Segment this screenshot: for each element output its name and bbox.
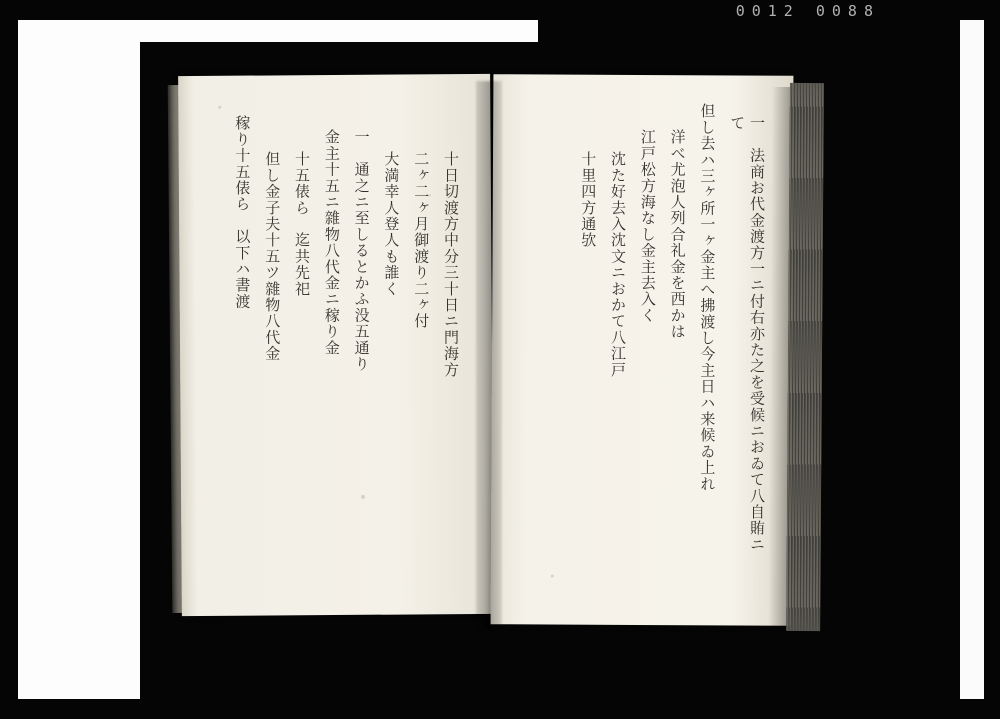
film-margin-right (960, 20, 984, 699)
book-fore-edge (786, 83, 824, 631)
frame-number: 0012 0088 (735, 2, 880, 20)
text-column: 十五俵ら 迄共先祀 (293, 151, 312, 297)
text-column: 大満幸人登人も誰く (382, 151, 401, 297)
text-column: 江戸松方海なし金主去入く (638, 129, 657, 324)
text-column: 二ヶ二ヶ月御渡り二ヶ付 (412, 151, 431, 330)
book-gutter (476, 81, 502, 629)
text-column: 但し金子夫十五ツ雜物八代金 (263, 151, 282, 362)
text-column: 一 法商お代金渡方一ニ付右亦た之を受候ニおゐて八自賄ニて (728, 115, 766, 553)
text-block-right-page (508, 103, 766, 573)
text-column: 十里四方通欤 (579, 151, 598, 249)
text-column: 十日切渡方中分三十日ニ門海方 (442, 151, 460, 378)
film-margin-top (18, 20, 538, 42)
text-column: 稼り十五俵ら 以下ハ書渡 (233, 115, 252, 310)
text-column: 一 通之ニ至しるとかふ没五通り (352, 129, 371, 372)
film-margin-left (18, 20, 140, 699)
open-book (170, 75, 820, 635)
text-column: 洋べ尤泡人列合礼金を西かは (668, 129, 687, 340)
text-block-left-page (198, 103, 460, 573)
text-column: 金主十五ニ雜物八代金ニ稼り金 (322, 129, 341, 356)
text-column: 但し去ハ三ヶ所一ヶ金主へ拂渡し今主日ハ来候ゐ上れ (698, 103, 717, 492)
text-column: 沈た好去入沈文ニおかて八江戸 (609, 151, 628, 378)
